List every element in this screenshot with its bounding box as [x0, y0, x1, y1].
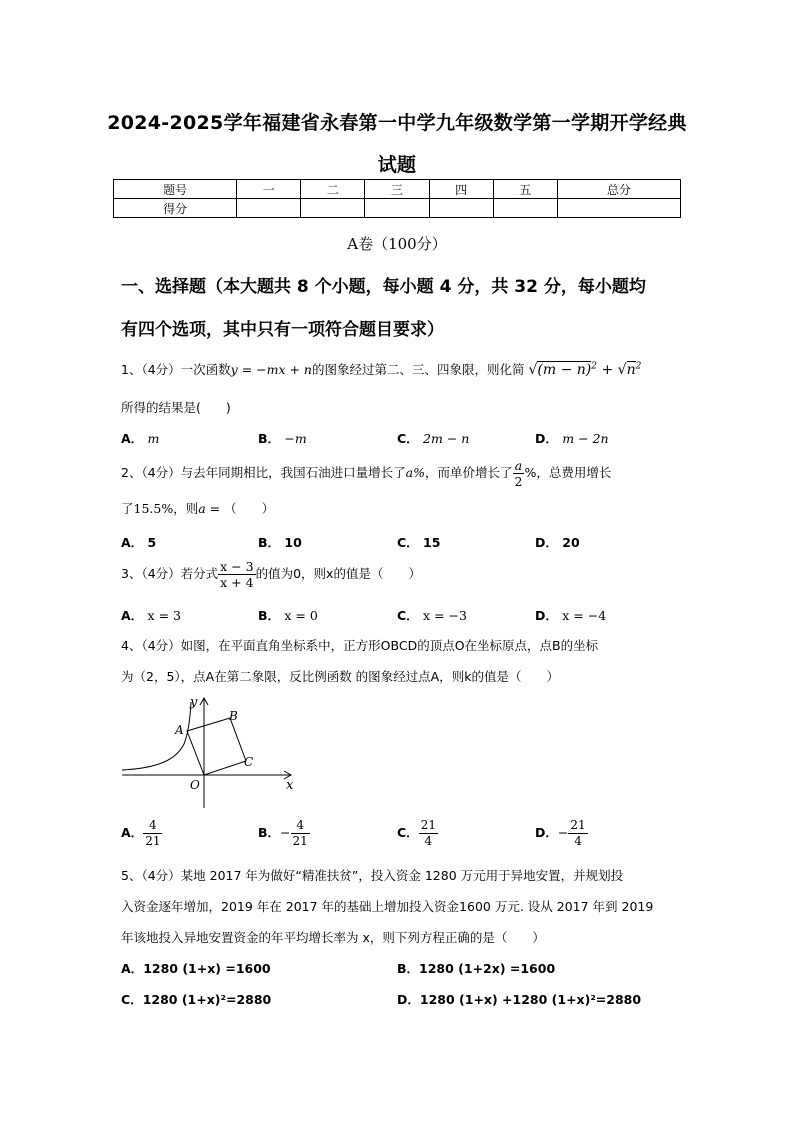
q1-function: y = −mx + n [230, 362, 312, 377]
option-label: D． [535, 431, 558, 446]
q4-option-d[interactable] [535, 818, 588, 849]
q2-option-c[interactable] [397, 533, 440, 551]
frac-den: 4 [574, 834, 582, 848]
q4-option-a[interactable] [121, 818, 162, 849]
q3-prefix: 3、（4分）若分式 [121, 566, 219, 581]
option-value: 5 [147, 535, 157, 550]
volume-heading: A卷（100分） [347, 235, 447, 253]
option-label: A． [121, 431, 144, 446]
q1-radical-expression: $√(m - n)^2 + √n^2$ [528, 361, 642, 378]
section-heading-line2: 有四个选项，其中只有一项符合题目要求） [121, 320, 444, 340]
score-table-score-row [114, 199, 681, 218]
option-label: B． [258, 431, 281, 446]
option-value: −m [284, 431, 307, 446]
option-label: C． [397, 825, 419, 840]
q3-option-b[interactable] [258, 606, 318, 624]
q2-line2b: ，则 [173, 501, 199, 516]
q4-line2: 为（2，5），点A在第二象限，反比例函数 的图象经过点A，则k的值是（ ） [121, 669, 559, 684]
option-label: B． [397, 961, 420, 976]
q1-option-d[interactable] [535, 429, 609, 447]
score-table-cell: 得分 [114, 199, 237, 218]
x-label: x [286, 778, 294, 793]
q1-option-b[interactable] [258, 429, 307, 447]
option-value: 10 [284, 535, 302, 550]
q2-line2c: a [198, 501, 206, 516]
q2-line2a: 了 [121, 501, 134, 516]
q5-line3: 年该地投入异地安置资金的年平均增长率为 x，则下列方程正确的是（ ） [121, 930, 545, 945]
score-table-cell: 五 [493, 180, 557, 199]
q1-sup2: 2 [635, 361, 642, 372]
q3-frac-den: x + 4 [220, 575, 254, 590]
score-table-header-row [114, 180, 681, 199]
q5-option-d[interactable] [397, 990, 641, 1008]
q5-option-a[interactable] [121, 959, 271, 977]
origin-label: O [190, 778, 200, 792]
score-entry-cell[interactable] [237, 199, 301, 218]
q5-line2: 入资金逐年增加，2019 年在 2017 年的基础上增加投入资金1600 万元. 设从 2017 年到 2019 [121, 899, 654, 914]
option-label: A． [121, 535, 144, 550]
frac-num: 21 [570, 818, 586, 832]
q2-option-b[interactable] [258, 533, 302, 551]
score-entry-cell[interactable] [301, 199, 365, 218]
score-table-cell: 三 [365, 180, 429, 199]
option-label: D． [397, 992, 420, 1007]
q5-option-c[interactable] [121, 990, 271, 1008]
frac-num: 4 [291, 818, 310, 834]
option-value: 1280 (1+x) +1280 (1+x)²=2880 [419, 992, 642, 1007]
section-heading-line1: 一、选择题（本大题共 8 个小题，每小题 4 分，共 32 分，每小题均 [121, 277, 646, 297]
q1-sqrt1: (m − n) [537, 362, 592, 378]
q2-line2-value: 15.5% [133, 501, 174, 516]
frac-den: 21 [292, 834, 308, 848]
option-label: A． [121, 825, 144, 840]
point-c-label: C [244, 755, 254, 769]
score-entry-cell[interactable] [365, 199, 429, 218]
option-label: D． [535, 608, 558, 623]
frac-den: 4 [424, 834, 433, 848]
option-label: A． [121, 608, 144, 623]
q3-suffix: 的值为0，则x的值是（ ） [255, 566, 421, 581]
score-table-cell: 二 [301, 180, 365, 199]
option-value: m [147, 431, 160, 446]
score-table-cell: 总分 [557, 180, 680, 199]
option-sign: − [557, 825, 569, 840]
q2-line2d: = （ ） [205, 501, 275, 516]
score-entry-cell[interactable] [557, 199, 680, 218]
option-label: B． [258, 608, 281, 623]
q2-line2 [121, 499, 274, 517]
coordinate-figure [118, 694, 298, 812]
option-value: x = 0 [284, 608, 318, 623]
q4-option-b[interactable] [258, 818, 310, 849]
q5-line1: 5、（4分）某地 2017 年为做好“精准扶贫”，投入资金 1280 万元用于异地安置，并规划投 [121, 868, 624, 883]
q3-frac-num: x − 3 [220, 559, 254, 574]
q2-option-a[interactable] [121, 533, 156, 551]
q2-pct: % [524, 465, 537, 480]
frac-num: 4 [143, 818, 162, 834]
frac-den: 21 [145, 834, 161, 848]
option-label: D． [535, 535, 558, 550]
question-2 [121, 458, 611, 489]
q1-prefix: 1、（4分）一次函数 [121, 362, 231, 377]
point-a-label: A [175, 723, 184, 737]
score-table-cell: 一 [237, 180, 301, 199]
q2-prefix: 2、（4分）与去年同期相比，我国石油进口量增长了 [121, 465, 406, 480]
q2-suffix: ，总费用增长 [536, 465, 612, 480]
q1-sqrt2: n [626, 362, 636, 378]
q4-option-c[interactable] [397, 818, 438, 849]
square-obcd [187, 718, 246, 775]
option-label: B． [258, 825, 281, 840]
question-3 [121, 559, 421, 590]
option-label: C． [397, 535, 419, 550]
q5-option-b[interactable] [397, 959, 555, 977]
q1-line2: 所得的结果是( ) [121, 400, 231, 415]
q3-fraction [218, 559, 255, 590]
q2-option-d[interactable] [535, 533, 580, 551]
option-value: 15 [423, 535, 441, 550]
score-table-cell: 四 [429, 180, 493, 199]
option-value: 1280 (1+x) =1600 [143, 961, 271, 976]
score-table-cell: 题号 [114, 180, 237, 199]
q1-option-c[interactable] [397, 429, 469, 447]
q2-fraction [513, 458, 525, 489]
option-value: x = −4 [562, 608, 607, 623]
q1-sup: 2 [591, 361, 598, 372]
q2-frac-num: a [513, 458, 525, 474]
q3-option-a[interactable] [121, 606, 181, 624]
score-entry-cell[interactable] [493, 199, 557, 218]
option-value: 20 [562, 535, 580, 550]
option-value: 1280 (1+2x) =1600 [419, 961, 556, 976]
point-b-label: B [229, 709, 238, 723]
option-value: 1280 (1+x)²=2880 [142, 992, 272, 1007]
option-fraction [568, 818, 587, 849]
option-value: x = 3 [147, 608, 181, 623]
option-label: C． [121, 992, 143, 1007]
option-value: 2m − n [423, 431, 470, 446]
score-entry-cell[interactable] [429, 199, 493, 218]
q1-option-a[interactable] [121, 429, 159, 447]
q2-frac-den: 2 [514, 474, 523, 489]
q4-line1: 4、（4分）如图，在平面直角坐标系中，正方形OBCD的顶点O在坐标原点，点B的坐标 [121, 638, 599, 653]
exam-title-line1: 2024-2025学年福建省永春第一中学九年级数学第一学期开学经典 [107, 112, 687, 134]
q2-a-percent: a% [405, 465, 426, 480]
option-label: C． [397, 608, 419, 623]
q1-mid: 的图象经过第二、三、四象限，则化简 [312, 362, 525, 377]
option-fraction [143, 818, 162, 849]
option-fraction [291, 818, 310, 849]
q3-option-d[interactable] [535, 606, 606, 624]
question-1 [121, 360, 641, 378]
q1-plus: + [597, 362, 618, 378]
option-label: A． [121, 961, 144, 976]
exam-title-line2: 试题 [377, 154, 417, 176]
option-value: m − 2n [562, 431, 609, 446]
q3-option-c[interactable] [397, 606, 467, 624]
q2-mid: ，而单价增长了 [425, 465, 513, 480]
y-label: y [190, 695, 198, 710]
option-label: C． [397, 431, 419, 446]
option-label: D． [535, 825, 558, 840]
option-fraction [419, 818, 438, 849]
option-value: x = −3 [423, 608, 467, 623]
frac-num: 21 [420, 818, 436, 832]
option-sign: − [280, 825, 291, 840]
option-label: B． [258, 535, 281, 550]
score-table [113, 179, 681, 218]
